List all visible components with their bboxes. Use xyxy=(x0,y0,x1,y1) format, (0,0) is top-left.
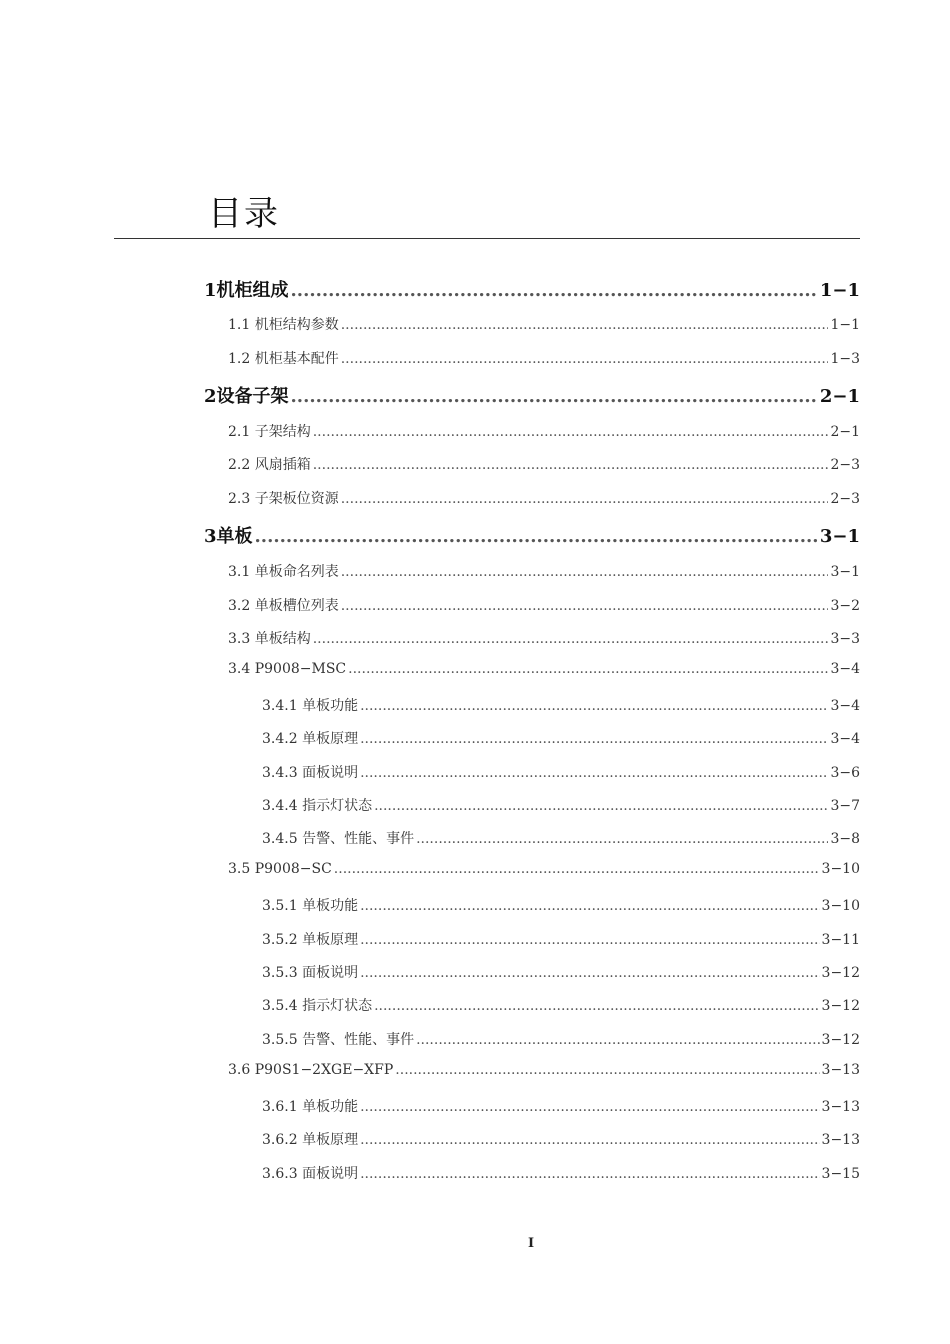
dot-leader xyxy=(360,898,819,914)
toc-entry-level3[interactable] xyxy=(262,895,860,915)
toc-entry-page: 3−4 xyxy=(830,731,860,747)
dot-leader xyxy=(341,598,829,614)
toc-entry-level2[interactable] xyxy=(228,595,860,615)
toc-entry-label: 3.2 单板槽位列表 xyxy=(228,598,339,614)
chapter-number: 3 xyxy=(204,526,217,547)
toc-entry-page: 2−1 xyxy=(830,424,860,440)
toc-entry-page: 2−3 xyxy=(830,491,860,507)
title-divider xyxy=(114,238,860,239)
toc-entry-label: 3.4.3 面板说明 xyxy=(262,765,359,781)
toc-entry-label: 3.4 P9008−MSC xyxy=(228,661,347,677)
toc-entry-level2[interactable] xyxy=(228,421,860,441)
toc-entry-level3[interactable] xyxy=(262,962,860,982)
toc-entry-level2[interactable] xyxy=(228,454,860,474)
toc-entry-page: 3−1 xyxy=(819,526,860,547)
dot-leader xyxy=(334,861,820,877)
dot-leader xyxy=(416,831,828,847)
toc-entry-page: 3−13 xyxy=(821,1132,860,1148)
toc-entry-label: 3.5.2 单板原理 xyxy=(262,932,359,948)
toc-entry-label: 3.4.4 指示灯状态 xyxy=(262,798,373,814)
page-number: I xyxy=(527,1236,535,1251)
dot-leader xyxy=(395,1062,819,1078)
toc-entry-page: 3−1 xyxy=(830,564,860,580)
toc-entry-level2[interactable] xyxy=(228,628,860,648)
toc-entry-level3[interactable] xyxy=(262,929,860,949)
toc-entry-label: 3.3 单板结构 xyxy=(228,631,311,647)
toc-entry-label: 3.6.1 单板功能 xyxy=(262,1099,359,1115)
dot-leader xyxy=(341,564,829,580)
toc-entry-label: 3.4.5 告警、性能、事件 xyxy=(262,831,415,847)
dot-leader xyxy=(313,424,829,440)
toc-entry-label: 3.5.1 单板功能 xyxy=(262,898,359,914)
toc-entry-label: 2.1 子架结构 xyxy=(228,424,311,440)
toc-entry-level2[interactable] xyxy=(228,861,860,877)
toc-entry-level3[interactable] xyxy=(262,828,860,848)
toc-entry-page: 1−1 xyxy=(819,280,860,301)
dot-leader xyxy=(360,698,828,714)
toc-entry-page: 3−4 xyxy=(830,698,860,714)
toc-entry-label: 1.1 机柜结构参数 xyxy=(228,317,339,333)
toc-entry-level3[interactable] xyxy=(262,795,860,815)
toc-entry-page: 3−12 xyxy=(821,998,860,1014)
toc-entry-page: 3−3 xyxy=(830,631,860,647)
toc-entry-label: 1.2 机柜基本配件 xyxy=(228,351,339,367)
page-title: 目录 xyxy=(208,194,280,234)
toc-entry-label: 3.4.1 单板功能 xyxy=(262,698,359,714)
toc-entry-page: 1−1 xyxy=(830,317,860,333)
dot-leader xyxy=(313,631,829,647)
dot-leader xyxy=(360,1166,819,1182)
toc-entry-level1[interactable] xyxy=(204,522,860,548)
toc-entry-level3[interactable] xyxy=(262,762,860,782)
toc-entry-label: 3.4.2 单板原理 xyxy=(262,731,359,747)
toc-entry-level3[interactable] xyxy=(262,1096,860,1116)
toc-entry-page: 2−1 xyxy=(819,386,860,407)
chapter-number: 1 xyxy=(204,280,217,301)
toc-entry-page: 3−4 xyxy=(830,661,860,677)
dot-leader xyxy=(360,1132,819,1148)
toc-entry-level3[interactable] xyxy=(262,695,860,715)
toc-entry-page: 1−3 xyxy=(830,351,860,367)
dot-leader xyxy=(255,526,818,547)
dot-leader xyxy=(360,1099,819,1115)
toc-entry-label: 2.3 子架板位资源 xyxy=(228,491,339,507)
dot-leader xyxy=(291,280,818,301)
toc-entry-page: 3−6 xyxy=(830,765,860,781)
dot-leader xyxy=(360,765,828,781)
toc-entry-label: 设备子架 xyxy=(216,386,289,407)
toc-entry-level2[interactable] xyxy=(228,661,860,677)
dot-leader xyxy=(416,1032,819,1048)
toc-entry-label: 2.2 风扇插箱 xyxy=(228,457,311,473)
toc-entry-page: 3−2 xyxy=(830,598,860,614)
toc-entry-level2[interactable] xyxy=(228,1062,860,1078)
dot-leader xyxy=(341,351,829,367)
toc-entry-level2[interactable] xyxy=(228,314,860,334)
toc-entry-level3[interactable] xyxy=(262,1029,860,1049)
toc-entry-page: 3−10 xyxy=(821,898,860,914)
toc-entry-page: 3−13 xyxy=(821,1099,860,1115)
chapter-number: 2 xyxy=(204,386,217,407)
toc-entry-label: 单板 xyxy=(216,526,253,547)
toc-entry-label: 3.5.4 指示灯状态 xyxy=(262,998,373,1014)
toc-entry-level3[interactable] xyxy=(262,728,860,748)
toc-entry-label: 3.5.5 告警、性能、事件 xyxy=(262,1032,415,1048)
toc-entry-label: 3.1 单板命名列表 xyxy=(228,564,339,580)
toc-entry-page: 3−15 xyxy=(821,1166,860,1182)
toc-entry-page: 2−3 xyxy=(830,457,860,473)
toc-entry-page: 3−11 xyxy=(821,932,860,948)
toc-entry-label: 3.5.3 面板说明 xyxy=(262,965,359,981)
toc-entry-level2[interactable] xyxy=(228,488,860,508)
toc-entry-label: 机柜组成 xyxy=(216,280,289,301)
dot-leader xyxy=(374,998,819,1014)
toc-entry-label: 3.6 P90S1−2XGE−XFP xyxy=(228,1062,394,1078)
dot-leader xyxy=(360,731,828,747)
toc-entry-level2[interactable] xyxy=(228,561,860,581)
toc-entry-page: 3−13 xyxy=(821,1062,860,1078)
toc-entry-level1[interactable] xyxy=(204,382,860,408)
toc-entry-page: 3−7 xyxy=(830,798,860,814)
toc-entry-page: 3−12 xyxy=(821,1032,860,1048)
toc-entry-level2[interactable] xyxy=(228,348,860,368)
dot-leader xyxy=(374,798,828,814)
toc-entry-label: 3.5 P9008−SC xyxy=(228,861,332,877)
toc-entry-label: 3.6.3 面板说明 xyxy=(262,1166,359,1182)
dot-leader xyxy=(313,457,829,473)
toc-entry-label: 3.6.2 单板原理 xyxy=(262,1132,359,1148)
toc-entry-page: 3−12 xyxy=(821,965,860,981)
dot-leader xyxy=(341,491,829,507)
dot-leader xyxy=(360,932,819,948)
dot-leader xyxy=(360,965,819,981)
dot-leader xyxy=(341,317,829,333)
toc-entry-level1[interactable] xyxy=(204,276,860,302)
toc-entry-page: 3−10 xyxy=(821,861,860,877)
dot-leader xyxy=(291,386,818,407)
toc-entry-page: 3−8 xyxy=(830,831,860,847)
dot-leader xyxy=(348,661,828,677)
toc-entry-level3[interactable] xyxy=(262,1163,860,1183)
toc-entry-level3[interactable] xyxy=(262,1129,860,1149)
toc-entry-level3[interactable] xyxy=(262,995,860,1015)
